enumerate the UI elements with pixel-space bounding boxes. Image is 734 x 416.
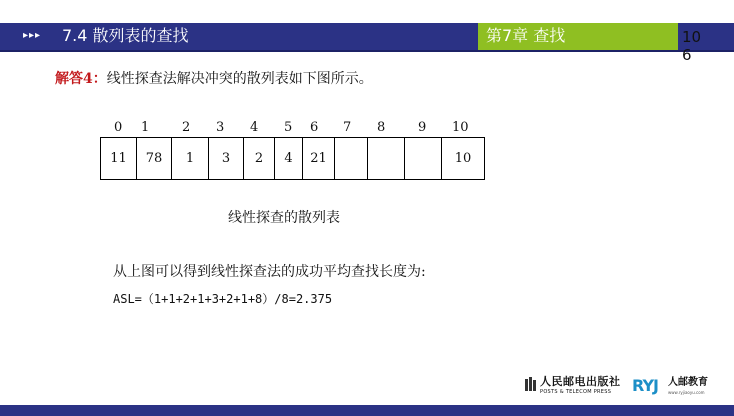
- hash-index: 6: [310, 120, 319, 135]
- hash-table: [100, 137, 485, 180]
- footer-bar: [0, 405, 734, 416]
- hash-cell: 21: [303, 138, 335, 180]
- brand-name: 人邮教育: [668, 377, 708, 388]
- hash-cell: [335, 138, 368, 180]
- hash-index: 1: [141, 120, 150, 135]
- brand-mark-icon: RYJ: [632, 376, 658, 395]
- hash-index: 0: [114, 120, 123, 135]
- hash-index: 9: [418, 120, 427, 135]
- publisher-english-name: POSTS & TELECOM PRESS: [540, 389, 612, 395]
- hash-cell: 1: [172, 138, 209, 180]
- hash-index: 10: [452, 120, 469, 135]
- explanation-text: 从上图可以得到线性探查法的成功平均查找长度为:: [113, 264, 426, 280]
- chapter-label: 第7章 查找: [486, 26, 566, 45]
- hash-index: 4: [250, 120, 259, 135]
- hash-cell: [368, 138, 405, 180]
- hash-cell: 4: [275, 138, 303, 180]
- hash-cell: 78: [137, 138, 172, 180]
- hash-cell: 11: [101, 138, 137, 180]
- answer-text: 线性探查法解决冲突的散列表如下图所示。: [106, 71, 373, 87]
- publisher-name: 人民邮电出版社: [540, 375, 621, 388]
- hash-cell: [405, 138, 442, 180]
- answer-label: 解答4：: [55, 71, 107, 87]
- hash-cell: 2: [244, 138, 275, 180]
- answer-line: [55, 70, 373, 88]
- chapter-label-box: [478, 23, 678, 50]
- hash-cell: 3: [209, 138, 244, 180]
- page-number: 106: [682, 28, 702, 64]
- header-bar: [0, 23, 734, 52]
- hash-cell: 10: [442, 138, 485, 180]
- hash-table-indices: [100, 120, 488, 136]
- publisher-logo: [525, 375, 625, 398]
- asl-formula: ASL=（1+1+2+1+3+2+1+8）/8=2.375: [113, 292, 333, 306]
- hash-table-row: [101, 138, 485, 180]
- header-arrows-icon: ▸▸▸: [23, 30, 42, 41]
- brand-logo: [632, 375, 717, 398]
- hash-index: 2: [182, 120, 191, 135]
- brand-url: www.ryjiaoyu.com: [668, 390, 705, 395]
- hash-index: 3: [216, 120, 225, 135]
- hash-index: 7: [343, 120, 352, 135]
- hash-index: 5: [284, 120, 293, 135]
- hash-index: 8: [377, 120, 386, 135]
- table-caption: 线性探查的散列表: [228, 210, 340, 226]
- publisher-book-icon: [525, 377, 537, 392]
- section-title: 7.4 散列表的查找: [62, 26, 189, 45]
